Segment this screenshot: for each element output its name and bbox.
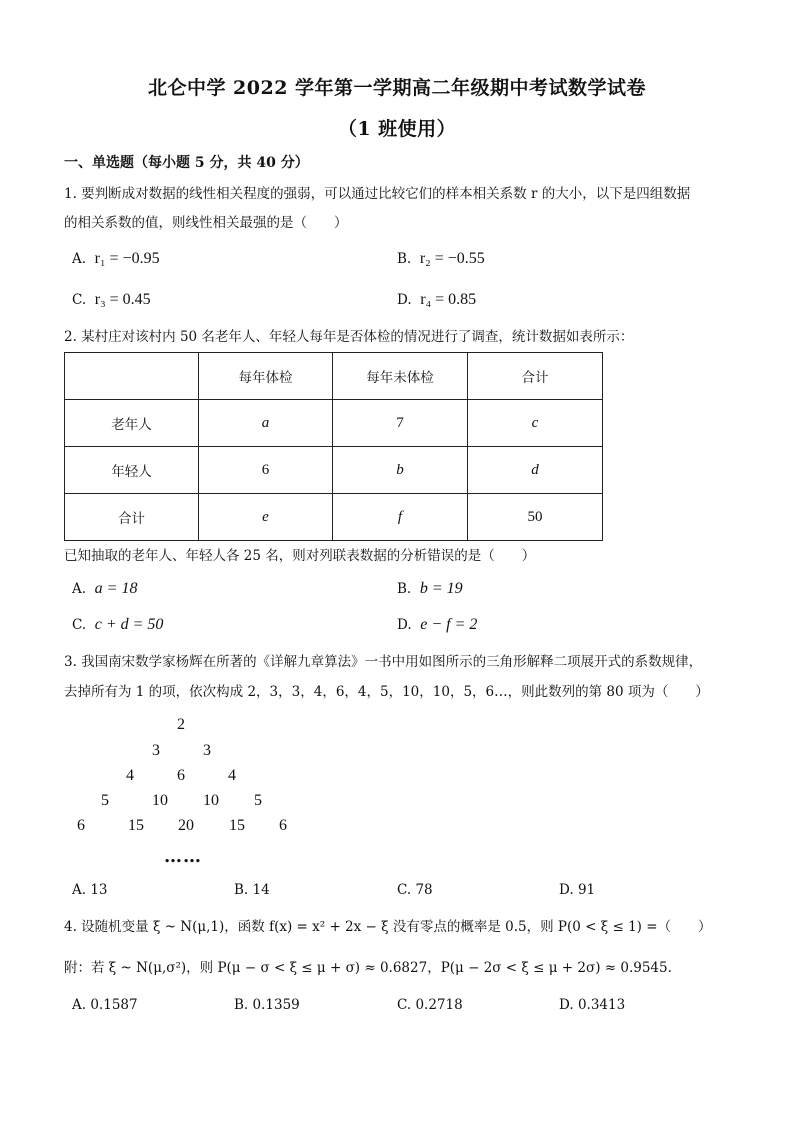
option-label: C. bbox=[397, 882, 412, 898]
option-label: C. bbox=[72, 292, 87, 308]
q4-note: 附：若 ξ ~ N(μ,σ²)，则 P(μ − σ < ξ ≤ μ + σ) ≈ 0.6827，P(μ − 2σ < ξ ≤ μ + 2σ) ≈ 0.9545. bbox=[64, 960, 672, 976]
option-label: A. bbox=[72, 997, 87, 1013]
table-row bbox=[65, 447, 603, 494]
table-header-cell: 每年体检 bbox=[199, 353, 333, 400]
option-label: A. bbox=[72, 581, 87, 597]
q2-option-a[interactable] bbox=[72, 580, 137, 598]
q1-text-line2: 的相关系数的值，则线性相关最强的是（ ） bbox=[64, 215, 348, 231]
q2-question: 已知抽取的老年人、年轻人各 25 名，则对列联表数据的分析错误的是（ ） bbox=[64, 548, 536, 564]
table-cell: 合计 bbox=[65, 494, 199, 541]
q3-option-b[interactable] bbox=[234, 882, 270, 898]
option-expr: 13 bbox=[90, 882, 108, 898]
triangle-entry: 6 bbox=[177, 767, 185, 784]
option-label: D. bbox=[397, 292, 412, 308]
triangle-entry: 3 bbox=[203, 742, 211, 759]
option-expr: 0.1587 bbox=[90, 997, 138, 1013]
q3-option-a[interactable] bbox=[72, 882, 108, 898]
option-expr: a = 18 bbox=[94, 580, 138, 597]
table-cell: 老年人 bbox=[65, 400, 199, 447]
option-expr: r₃ = 0.45 bbox=[94, 291, 151, 308]
q4-text-line1: 4. 设随机变量 ξ ~ N(μ,1)，函数 f(x) = x² + 2x − ξ 没有零点的概率是 0.5，则 P(0 < ξ ≤ 1) =（ ） bbox=[64, 919, 712, 935]
q3-option-c[interactable] bbox=[397, 882, 433, 898]
triangle-entry: 4 bbox=[126, 767, 134, 784]
table-cell: f bbox=[333, 494, 468, 541]
option-expr: e − f = 2 bbox=[420, 616, 478, 633]
option-label: C. bbox=[397, 997, 412, 1013]
table-row bbox=[65, 494, 603, 541]
option-expr: 14 bbox=[252, 882, 270, 898]
triangle-entry: 5 bbox=[101, 792, 109, 809]
table-cell: c bbox=[468, 400, 603, 447]
triangle-entry: 5 bbox=[254, 792, 262, 809]
table-cell: 50 bbox=[468, 494, 603, 541]
table-cell: d bbox=[468, 447, 603, 494]
q1-option-c[interactable] bbox=[72, 291, 151, 309]
exam-subtitle: （1 班使用） bbox=[337, 118, 457, 140]
option-expr: r₂ = −0.55 bbox=[419, 250, 485, 267]
option-expr: r₁ = −0.95 bbox=[94, 250, 160, 267]
table-cell: 6 bbox=[199, 447, 333, 494]
table-row bbox=[65, 400, 603, 447]
contingency-table bbox=[64, 352, 603, 541]
exam-title: 北仑中学 2022 学年第一学期高二年级期中考试数学试卷 bbox=[147, 77, 647, 99]
q1-text-line1: 1. 要判断成对数据的线性相关程度的强弱，可以通过比较它们的样本相关系数 r 的大小，以下是四组数据 bbox=[64, 186, 691, 202]
q3-option-d[interactable] bbox=[559, 882, 595, 898]
triangle-entry: 20 bbox=[178, 817, 194, 834]
table-cell: 7 bbox=[333, 400, 468, 447]
triangle-entry: 3 bbox=[152, 742, 160, 759]
table-cell: a bbox=[199, 400, 333, 447]
table-header-cell bbox=[65, 353, 199, 400]
q2-option-b[interactable] bbox=[397, 580, 463, 598]
triangle-ellipsis: …… bbox=[164, 846, 202, 867]
triangle-entry: 10 bbox=[152, 792, 168, 809]
q3-text-line2: 去掉所有为 1 的项，依次构成 2，3，3，4，6，4，5，10，10，5，6…，则此数列的第 80 项为（ ） bbox=[64, 684, 709, 700]
option-label: B. bbox=[234, 882, 249, 898]
table-cell: 年轻人 bbox=[65, 447, 199, 494]
option-expr: 78 bbox=[415, 882, 433, 898]
triangle-entry: 6 bbox=[77, 817, 85, 834]
table-cell: b bbox=[333, 447, 468, 494]
q1-option-a[interactable] bbox=[72, 250, 160, 268]
table-cell: e bbox=[199, 494, 333, 541]
option-label: B. bbox=[234, 997, 249, 1013]
option-label: A. bbox=[72, 882, 87, 898]
option-label: D. bbox=[397, 617, 412, 633]
table-header-cell: 每年未体检 bbox=[333, 353, 468, 400]
triangle-entry: 10 bbox=[203, 792, 219, 809]
q2-option-d[interactable] bbox=[397, 616, 477, 634]
option-expr: 0.1359 bbox=[252, 997, 300, 1013]
option-expr: b = 19 bbox=[419, 580, 463, 597]
option-expr: 0.3413 bbox=[577, 997, 626, 1013]
triangle-entry: 15 bbox=[128, 817, 144, 834]
option-label: B. bbox=[397, 251, 412, 267]
q2-intro: 2. 某村庄对该村内 50 名老年人、年轻人每年是否体检的情况进行了调查，统计数据如表所示： bbox=[64, 329, 634, 345]
triangle-entry: 2 bbox=[177, 716, 185, 733]
q1-option-b[interactable] bbox=[397, 250, 485, 268]
option-expr: 0.2718 bbox=[415, 997, 463, 1013]
option-label: A. bbox=[72, 251, 87, 267]
q3-text-line1: 3. 我国南宋数学家杨辉在所著的《详解九章算法》一书中用如图所示的三角形解释二项展开式的系数规律， bbox=[64, 654, 703, 670]
option-expr: c + d = 50 bbox=[94, 616, 164, 633]
q4-option-a[interactable] bbox=[72, 997, 138, 1013]
triangle-entry: 15 bbox=[229, 817, 245, 834]
option-expr: r₄ = 0.85 bbox=[420, 291, 477, 308]
section-heading-single-choice: 一、单选题（每小题 5 分，共 40 分） bbox=[64, 155, 309, 171]
q4-option-d[interactable] bbox=[559, 997, 625, 1013]
triangle-entry: 6 bbox=[279, 817, 287, 834]
q4-option-c[interactable] bbox=[397, 997, 463, 1013]
table-header-row bbox=[65, 353, 603, 400]
table-header-cell: 合计 bbox=[468, 353, 603, 400]
q4-option-b[interactable] bbox=[234, 997, 300, 1013]
option-label: C. bbox=[72, 617, 87, 633]
q2-option-c[interactable] bbox=[72, 616, 163, 634]
option-expr: 91 bbox=[577, 882, 596, 898]
option-label: B. bbox=[397, 581, 412, 597]
q1-option-d[interactable] bbox=[397, 291, 476, 309]
option-label: D. bbox=[559, 882, 574, 898]
triangle-entry: 4 bbox=[228, 767, 236, 784]
option-label: D. bbox=[559, 997, 574, 1013]
